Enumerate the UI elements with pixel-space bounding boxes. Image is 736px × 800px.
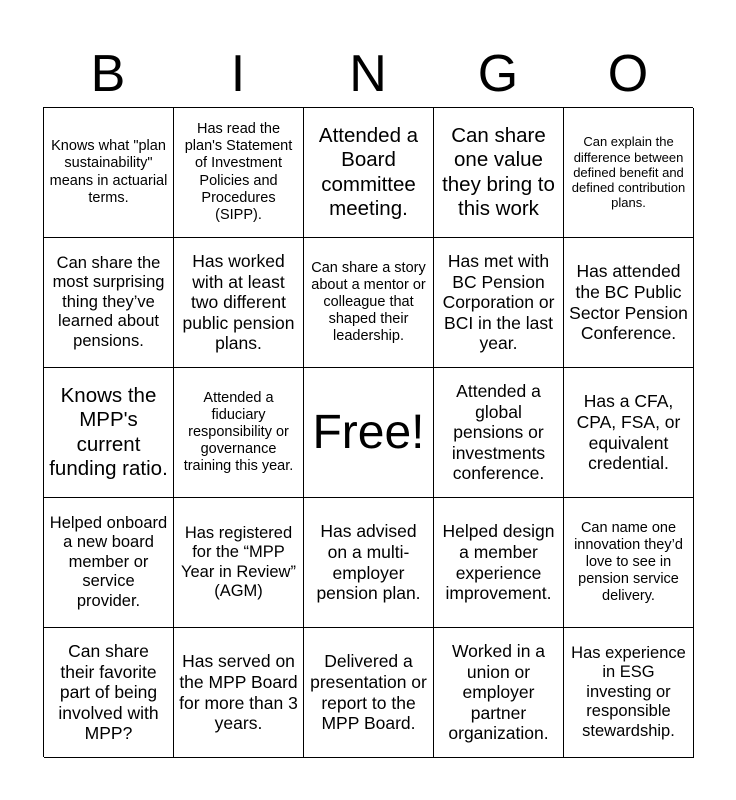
bingo-cell-text: Attended a global pensions or investments conference. — [451, 380, 546, 484]
bingo-cell-text: Has experience in ESG investing or responsible stewardship. — [571, 643, 686, 740]
header-letter-i: I — [230, 45, 246, 103]
bingo-cell-text: Has served on the MPP Board for more than 3 years. — [179, 651, 298, 734]
bingo-cell-r1c3[interactable] — [304, 108, 434, 238]
bingo-cell-text: Helped onboard a new board member or service provider. — [49, 513, 168, 610]
bingo-cell-text: Can name one innovation they’d love to see in pension service delivery. — [574, 519, 683, 605]
bingo-cell-text: Delivered a presentation or report to the MPP Board. — [310, 651, 427, 734]
bingo-cell-text: Can explain the difference between defined benefit and defined contribution plans. — [571, 134, 686, 211]
bingo-cell-r4c4[interactable] — [434, 498, 564, 628]
bingo-cell-r1c2[interactable] — [174, 108, 304, 238]
header-letter-o: O — [607, 45, 649, 103]
bingo-cell-text: Can share their favorite part of being involved with MPP? — [58, 640, 159, 744]
bingo-cell-text: Has advised on a multi-employer pension plan. — [316, 521, 421, 604]
bingo-cell-text: Can share a story about a mentor or colleague that shaped their leadership. — [311, 259, 426, 345]
bingo-cell-text: Has registered for the “MPP Year in Review” (AGM) — [181, 523, 296, 600]
bingo-cell-r2c5[interactable] — [564, 238, 694, 368]
bingo-cell-r5c3[interactable] — [304, 628, 434, 758]
bingo-cell-text: Has read the plan's Statement of Investment Policies and Procedures (SIPP). — [184, 121, 293, 223]
bingo-cell-text: Has a CFA, CPA, FSA, or equivalent credential. — [576, 391, 681, 474]
bingo-cell-r3c5[interactable] — [564, 368, 694, 498]
bingo-cell-r5c2[interactable] — [174, 628, 304, 758]
bingo-cell-r4c3[interactable] — [304, 498, 434, 628]
bingo-cell-text: Has met with BC Pension Corporation or BCI in the last year. — [442, 250, 555, 354]
bingo-header — [43, 40, 693, 108]
bingo-cell-r5c1[interactable] — [44, 628, 174, 758]
bingo-cell-r3c4[interactable] — [434, 368, 564, 498]
bingo-free-space[interactable] — [304, 368, 434, 498]
bingo-cell-text: Has attended the BC Public Sector Pension Conference. — [569, 261, 688, 344]
bingo-cell-text: Helped design a member experience improvement. — [442, 521, 555, 604]
bingo-cell-text: Worked in a union or employer partner organization. — [448, 640, 549, 744]
bingo-cell-text: Attended a Board committee meeting. — [318, 124, 419, 220]
header-letter-g: G — [477, 45, 519, 103]
bingo-cell-text: Can share one value they bring to this work — [442, 124, 555, 220]
bingo-cell-r4c2[interactable] — [174, 498, 304, 628]
bingo-cell-r2c2[interactable] — [174, 238, 304, 368]
bingo-cell-r4c5[interactable] — [564, 498, 694, 628]
bingo-cell-r2c4[interactable] — [434, 238, 564, 368]
bingo-cell-text: Has worked with at least two different public pension plans. — [182, 250, 295, 354]
free-space-label: Free! — [312, 405, 425, 459]
bingo-cell-text: Can share the most surprising thing they’ve learned about pensions. — [52, 253, 165, 350]
bingo-cell-r5c4[interactable] — [434, 628, 564, 758]
bingo-card — [43, 107, 693, 757]
bingo-cell-r5c5[interactable] — [564, 628, 694, 758]
bingo-cell-r1c5[interactable] — [564, 108, 694, 238]
bingo-cell-r3c1[interactable] — [44, 368, 174, 498]
bingo-cell-r4c1[interactable] — [44, 498, 174, 628]
bingo-cell-r2c3[interactable] — [304, 238, 434, 368]
header-letter-n: N — [349, 45, 387, 103]
bingo-cell-text: Attended a fiduciary responsibility or governance training this year. — [183, 389, 294, 475]
bingo-cell-text: Knows what "plan sustainability" means in actuarial terms. — [49, 138, 168, 206]
bingo-cell-r2c1[interactable] — [44, 238, 174, 368]
bingo-cell-r1c4[interactable] — [434, 108, 564, 238]
bingo-cell-r1c1[interactable] — [44, 108, 174, 238]
header-letter-b: B — [90, 45, 126, 103]
bingo-cell-r3c2[interactable] — [174, 368, 304, 498]
bingo-cell-text: Knows the MPP's current funding ratio. — [49, 384, 168, 480]
